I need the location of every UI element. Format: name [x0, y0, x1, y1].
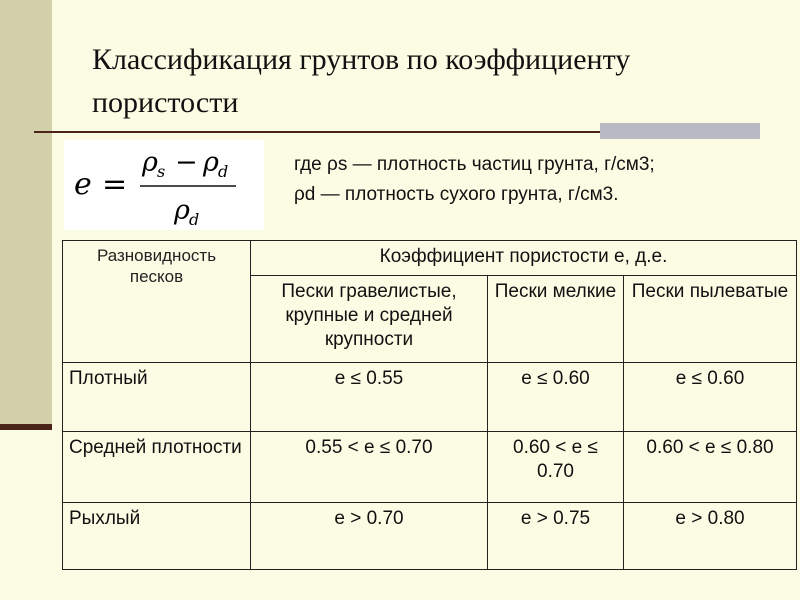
table-cell: 0.55 < e ≤ 0.70: [251, 432, 488, 503]
formula-num-right: ρ: [203, 147, 219, 178]
note-line-2: ρd — плотность сухого грунта, г/см3.: [294, 184, 619, 205]
title-rule-block: [600, 123, 760, 139]
table-cell: e ≤ 0.60: [488, 363, 624, 432]
left-decor-line: [0, 424, 52, 430]
formula-note: [294, 150, 655, 210]
corner-header: Разновидность песков: [63, 241, 251, 363]
porosity-formula: [64, 140, 264, 230]
sub-header-silty: Пески пылеватые: [624, 276, 797, 363]
table-cell: e > 0.70: [251, 503, 488, 570]
formula-svg: [64, 140, 264, 230]
formula-den-sub: d: [189, 210, 200, 229]
formula-equals: =: [102, 167, 128, 202]
page-title: Классификация грунтов по коэффициенту пористости: [92, 43, 631, 119]
classification-table: [62, 240, 797, 570]
table-cell: 0.60 < e ≤ 0.70: [488, 432, 624, 503]
sub-header-coarse: Пески гравелистые, крупные и средней крупности: [251, 276, 488, 363]
row-label: Рыхлый: [63, 503, 251, 570]
header-row-1: [63, 241, 797, 276]
group-header: Коэффициент пористости e, д.е.: [251, 241, 797, 276]
formula-num-left: ρ: [142, 147, 158, 178]
formula-minus: −: [175, 147, 198, 178]
row-label: Средней плотности: [63, 432, 251, 503]
table-row: [63, 503, 797, 570]
row-label: Плотный: [63, 363, 251, 432]
formula-den: ρ: [174, 195, 190, 226]
formula-num-left-sub: s: [157, 162, 166, 181]
note-line-1: где ρs — плотность частиц грунта, г/см3;: [294, 154, 655, 175]
table-row: [63, 432, 797, 503]
left-decor-band: [0, 0, 52, 430]
table-cell: e ≤ 0.60: [624, 363, 797, 432]
formula-lhs: e: [74, 167, 92, 202]
table-cell: e > 0.75: [488, 503, 624, 570]
table-cell: e ≤ 0.55: [251, 363, 488, 432]
formula-num-right-sub: d: [218, 162, 229, 181]
table-row: [63, 363, 797, 432]
table-cell: e > 0.80: [624, 503, 797, 570]
sub-header-fine: Пески мелкие: [488, 276, 624, 363]
classification-table-wrap: [62, 240, 797, 570]
table-cell: 0.60 < e ≤ 0.80: [624, 432, 797, 503]
